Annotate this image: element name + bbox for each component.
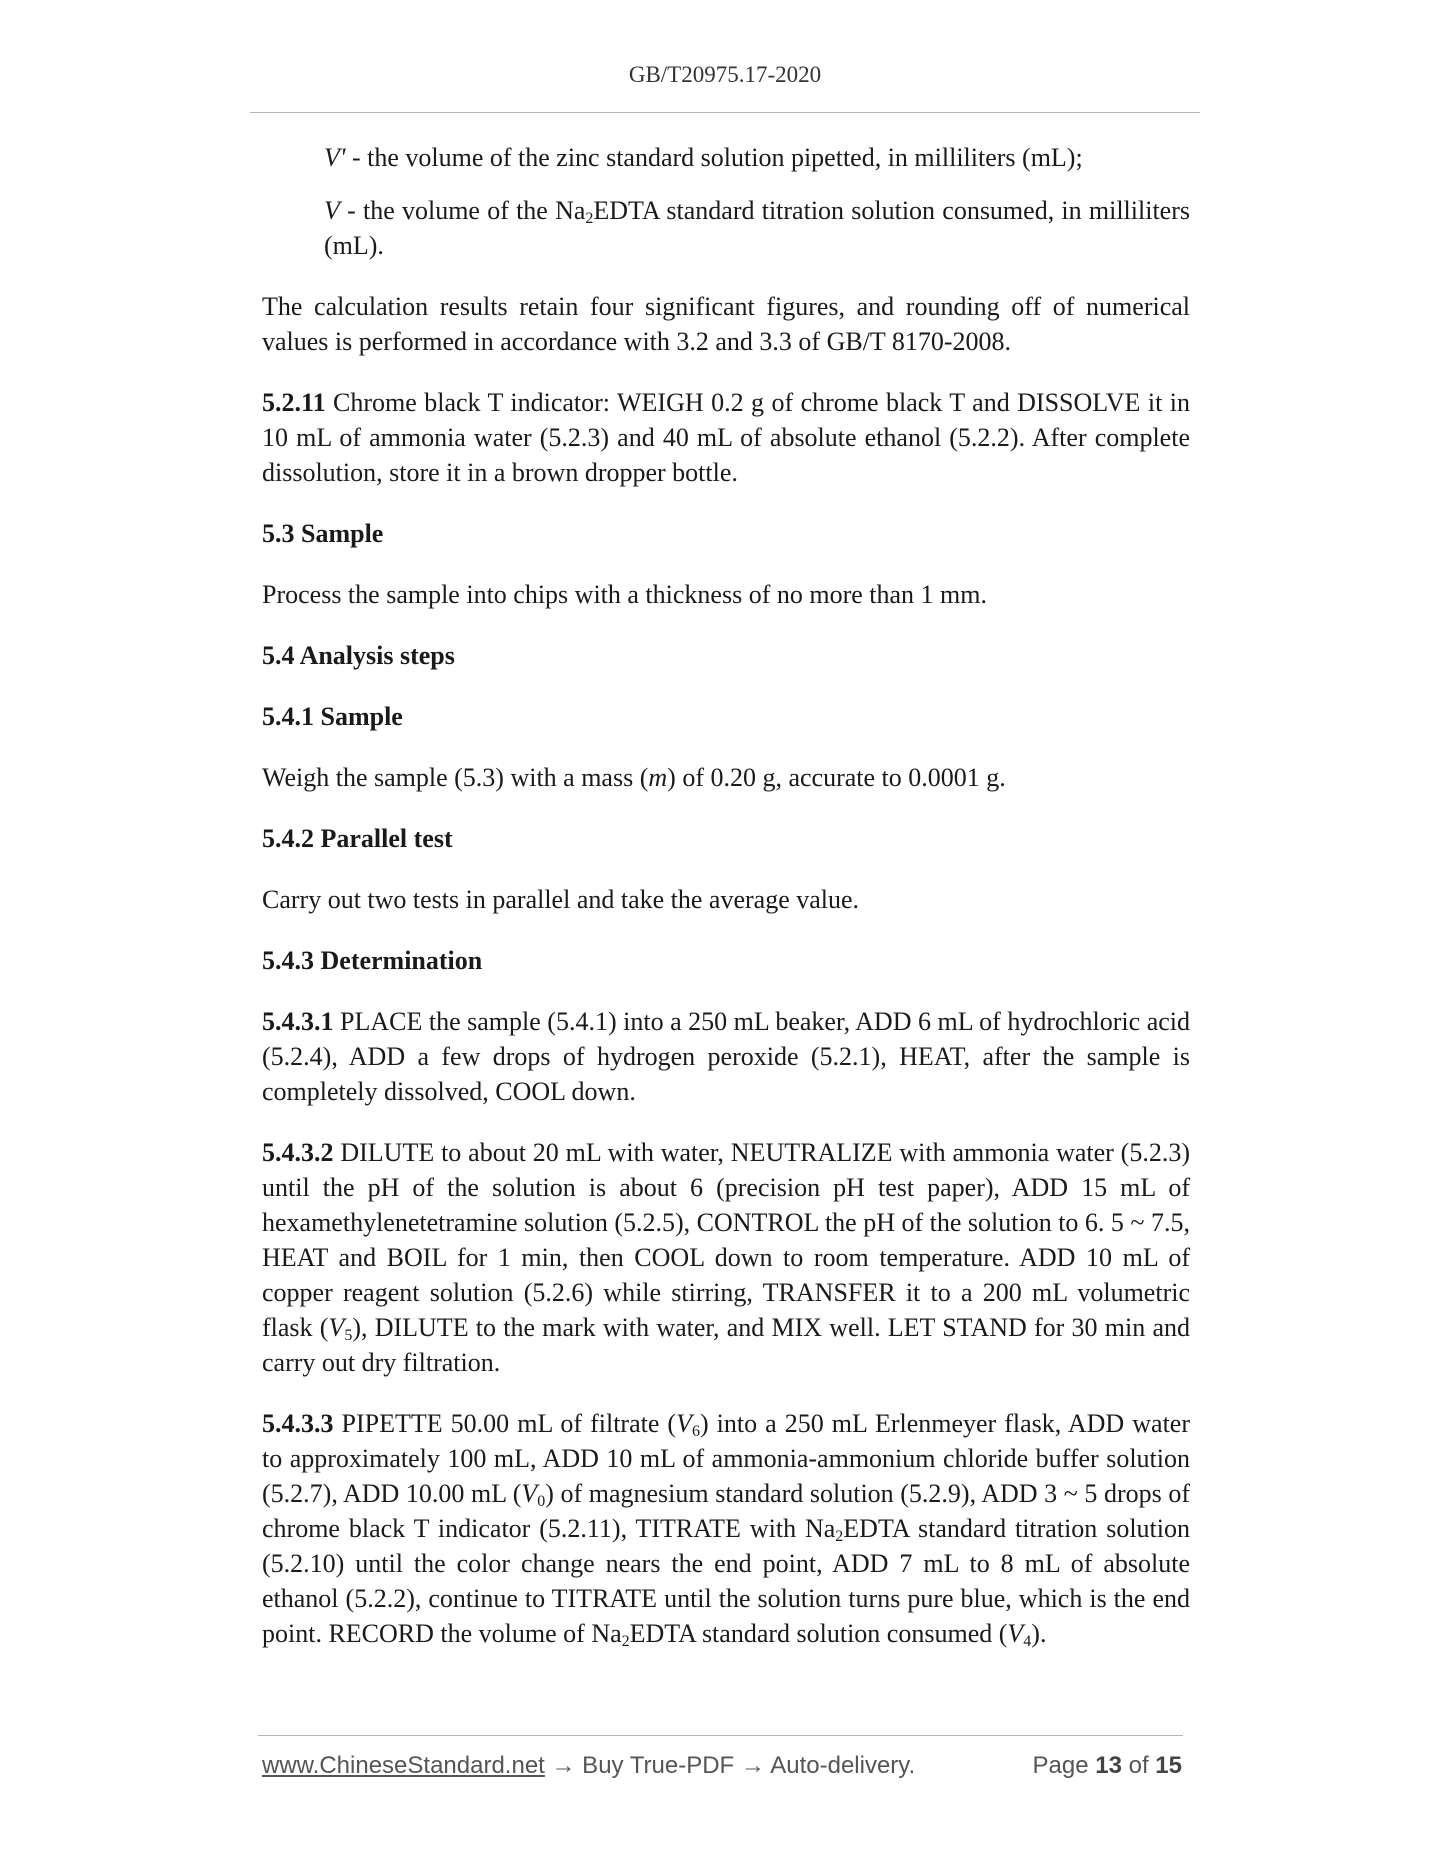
clause-text: Chrome black T indicator: WEIGH 0.2 g of chrome black T and DISSOLVE it in 10 mL of ammonia water (5.2.3) and 40 mL of absolute ethanol (5.2.2). After complete dissolution, store it in a brown dropper bottle. [262,388,1190,487]
clause-text: PLACE the sample (5.4.1) into a 250 mL beaker, ADD 6 mL of hydrochloric acid (5.2.4), ADD a few drops of hydrogen peroxide (5.2.1), HEAT, after the sample is completely dissolved, COOL down. [262,1007,1190,1106]
heading-5-4-2: 5.4.2 Parallel test [262,824,453,853]
footer-divider [258,1735,1183,1736]
paragraph-5-4-1 [262,760,1190,795]
heading-5-4-1: 5.4.1 Sample [262,702,403,731]
subscript: 2 [835,1528,844,1545]
clause-5-4-3-2 [262,1135,1190,1380]
subscript: 2 [621,1633,630,1650]
clause-number: 5.4.3.2 [262,1138,334,1167]
footer-promo [262,1752,915,1780]
symbol: m [648,763,668,792]
subscript: 6 [691,1423,700,1440]
page-label: Page [1032,1752,1096,1779]
clause-text: EDTA standard solution consumed ( [629,1619,1008,1648]
page-footer [262,1752,1182,1786]
heading-5-4-3: 5.4.3 Determination [262,946,483,975]
clause-text: PIPETTE 50.00 mL of filtrate ( [333,1409,677,1438]
subscript: 5 [344,1327,353,1344]
clause-text: ). [1031,1619,1047,1648]
paragraph-5-4-2: Carry out two tests in parallel and take the average value. [262,885,860,914]
page-of: of [1121,1752,1156,1779]
page-number: 13 [1095,1752,1122,1779]
heading-5-4: 5.4 Analysis steps [262,641,455,670]
clause-number: 5.4.3.3 [262,1409,334,1438]
clause-text: ) of magnesium standard solution (5.2.9), ADD 3 ~ 5 drops of chrome black T indicator (5.2.11), TITRATE with Na [262,1479,1190,1543]
heading-5-3: 5.3 Sample [262,519,384,548]
calculation-note: The calculation results retain four significant figures, and rounding off of numerical values is performed in accordance with 3.2 and 3.3 of GB/T 8170-2008. [262,292,1190,356]
clause-text: ) into a 250 mL Erlenmeyer flask, ADD water to approximately 100 mL, ADD 10 mL of ammonia-ammonium chloride buffer solution (5.2.7), ADD 10.00 mL ( [262,1409,1190,1508]
clause-5-4-3-1 [262,1004,1190,1109]
clause-text: DILUTE to about 20 mL with water, NEUTRALIZE with ammonia water (5.2.3) until the pH of the solution is about 6 (precision pH test paper), ADD 15 mL of hexamethylenetetramine solution (5.2.5), CONTROL the pH of the solution to 6. 5 ~ 7.5, HEAT and BOIL for 1 min, then COOL down to room temperature. ADD 10 mL of copper reagent solution (5.2.6) while stirring, TRANSFER it to a 200 mL volumetric flask ( [262,1138,1191,1342]
subscript: 0 [537,1493,546,1510]
site-link[interactable]: www.ChineseStandard.net [262,1752,545,1779]
symbol: V [1007,1619,1024,1648]
promo-text: → Buy True-PDF → Auto-delivery. [544,1752,916,1779]
header-divider [250,112,1200,113]
subscript: 2 [585,210,594,227]
paragraph-5-3: Process the sample into chips with a thickness of no more than 1 mm. [262,580,987,609]
definition-v-prime [262,140,1190,175]
definition-v [262,193,1190,263]
clause-text: EDTA standard titration solution (5.2.10) until the color change nears the end point, ADD 7 mL to 8 mL of absolute ethanol (5.2.2), continue to TITRATE until the solution turns pure blue, which is the end point. RECORD the volume of Na [262,1514,1190,1648]
clause-number: 5.2.11 [262,388,326,417]
text: ) of 0.20 g, accurate to 0.0001 g. [667,763,1006,792]
page-indicator [1033,1752,1182,1780]
symbol: V [324,196,340,225]
symbol: V' [324,143,346,172]
text: Weigh the sample (5.3) with a mass ( [262,763,649,792]
clause-number: 5.4.3.1 [262,1007,334,1036]
page-header: GB/T20975.17-2020 [628,62,822,87]
page-total: 15 [1155,1752,1182,1779]
definition-text: - the volume of the Na [339,196,586,225]
clause-5-2-11 [262,385,1190,490]
symbol: V [328,1313,345,1342]
symbol: V [676,1409,692,1438]
document-body [262,140,1190,1651]
definition-text: EDTA standard titration solution consumed, in milliliters (mL). [324,196,1190,260]
clause-text: ), DILUTE to the mark with water, and MIX well. LET STAND for 30 min and carry out dry filtration. [262,1313,1190,1377]
definition-text: - the volume of the zinc standard solution pipetted, in milliliters (mL); [345,143,1083,172]
symbol: V [521,1479,538,1508]
clause-5-4-3-3 [262,1406,1190,1651]
subscript: 4 [1023,1633,1032,1650]
